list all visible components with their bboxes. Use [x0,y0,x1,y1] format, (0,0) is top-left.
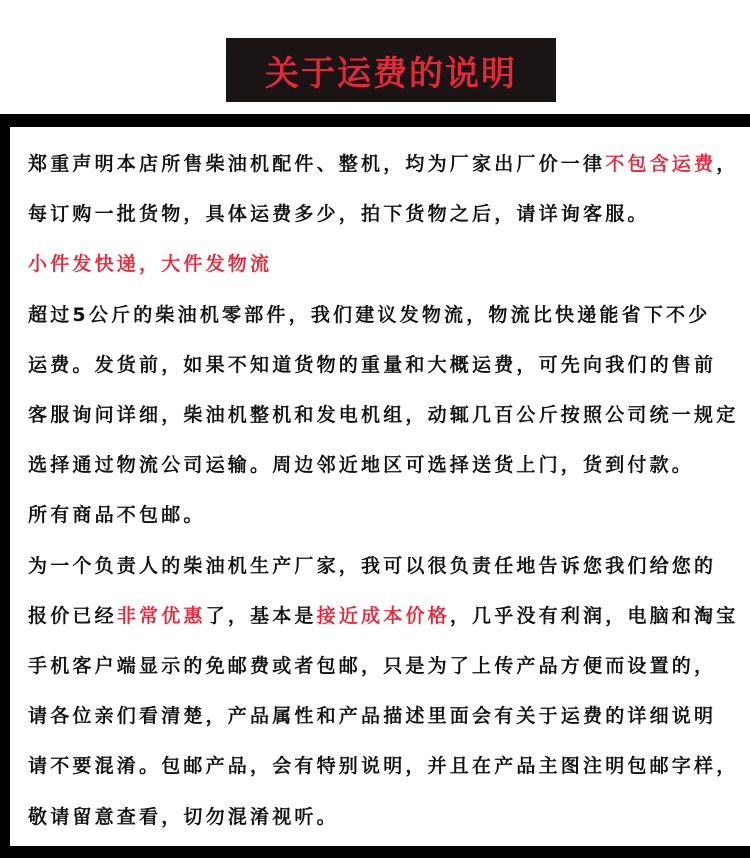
line-text: 客服询问详细，柴油机整机和发电机组，动辄几百公斤按照公司统一规定 [28,404,739,426]
line-text: 报价已经 [28,604,117,627]
notice-line [28,249,272,276]
page-title: 关于运费的说明 [265,53,517,94]
line-text: 运费。发货前，如果不知道货物的重量和大概运费，可先向我们的售前 [28,353,717,376]
line-text: 郑重声明本店所售柴油机配件、整机，均为厂家出厂价一律 [28,153,606,175]
line-text: 所有商品不包邮。 [28,504,206,527]
line-text: ，几乎没有利润，电脑和淘宝 [449,604,739,627]
notice-line [28,551,716,578]
notice-line [28,751,738,778]
line-text: 为一个负责人的柴油机生产厂家，我可以很负责任地告诉您我们给您的 [28,554,717,577]
line-text: 选择通过物流公司运输。周边邻近地区可选择送货上门，货到付款。 [28,454,695,477]
notice-line [28,802,339,829]
notice-line [28,651,716,678]
notice-line [28,601,738,628]
title-banner [226,38,556,102]
line-text: 敬请留意查看，切勿混淆视听。 [28,805,339,828]
highlight-text: 接近成本价格 [316,604,450,627]
notice-line [28,199,650,226]
notice-line [28,450,694,477]
line-text: 手机客户端显示的免邮费或者包邮，只是为了上传产品方便而设置的， [28,655,717,677]
highlight-text: 非常优惠 [116,604,206,627]
highlight-text: 小件发快递，大件发物流 [28,253,273,276]
notice-line [28,300,710,327]
line-text: 请不要混淆。包邮产品，会有特别说明，并且在产品主图注明包邮字样， [28,755,739,778]
line-text: 请各位亲们看清楚，产品属性和产品描述里面会有关于运费的详细说明 [28,705,717,728]
notice-body [10,127,750,846]
line-text: 了，基本是 [205,604,317,627]
line-text: ， [716,153,739,175]
notice-line [28,400,738,427]
line-text: 每订购一批货物，具体运费多少，拍下货物之后，请详询客服。 [28,203,650,226]
notice-line [28,350,716,377]
notice-line [28,149,738,176]
highlight-text: 不包含运费 [605,153,717,175]
notice-line [28,500,206,527]
line-text: 超过5公斤的柴油机零部件，我们建议发物流，物流比快递能省下不少 [28,303,711,326]
notice-line [28,701,716,728]
